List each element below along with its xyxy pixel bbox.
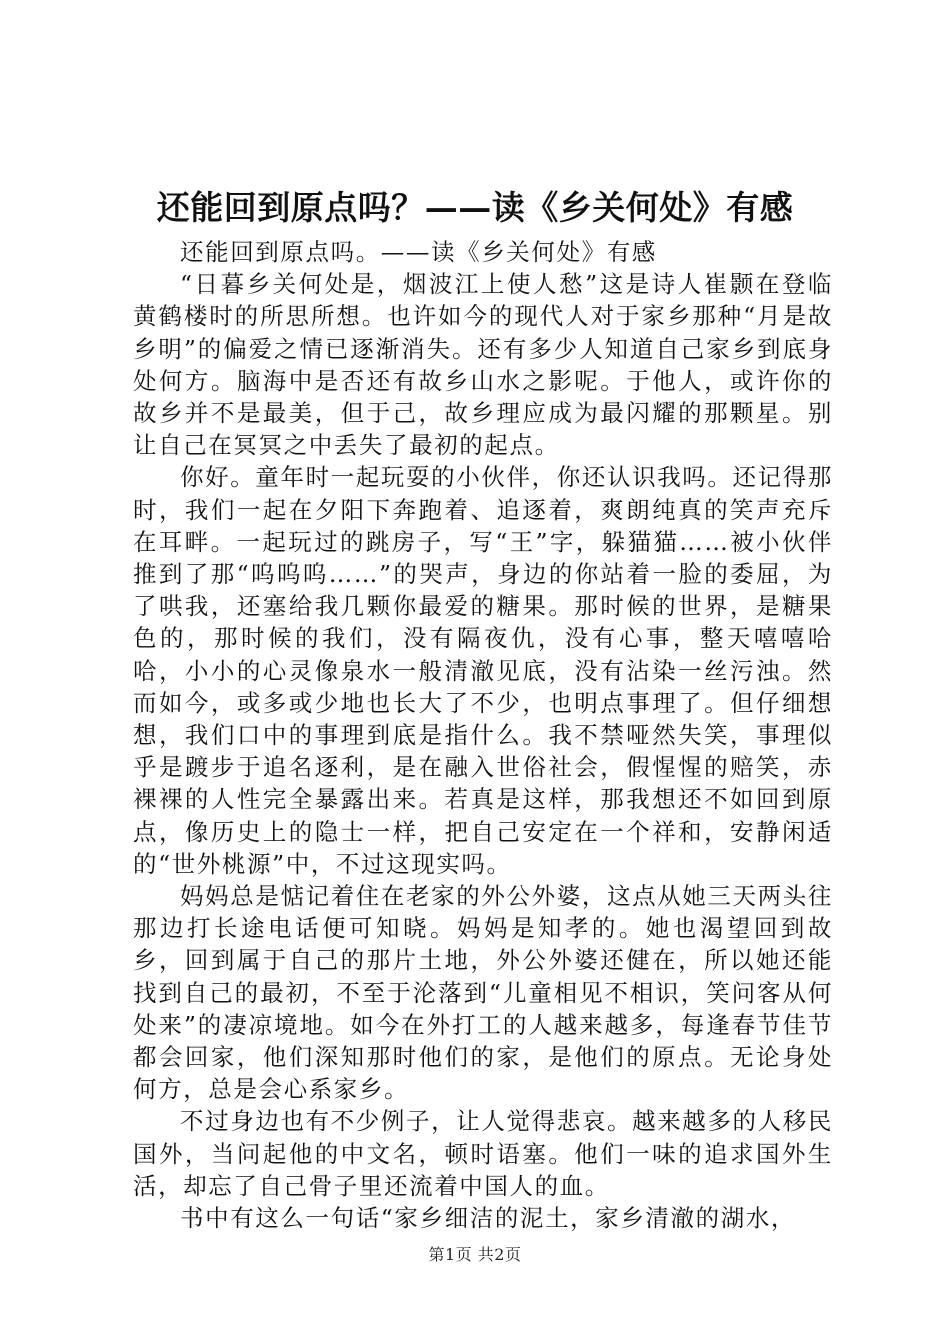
paragraph: 妈妈总是惦记着住在老家的外公外婆，这点从她三天两头往那边打长途电话便可知晓。妈妈是知孝的。她也渴望回到故乡，回到属于自己的那片土地，外公外婆还健在，所以她还能找到自己的最初，不至于沦落到“儿童相见不相识，笑问客从何处来”的凄凉境地。如今在外打工的人越来越多，每逢春节佳节都会回家，他们深知那时他们的家，是他们的原点。无论身处何方，总是会心系家乡。 bbox=[133, 882, 833, 1104]
page-number-footer: 第1页 共2页 bbox=[428, 1245, 522, 1264]
paragraph: 你好。童年时一起玩耍的小伙伴，你还认识我吗。还记得那时，我们一起在夕阳下奔跑着、追逐着，爽朗纯真的笑声充斥在耳畔。一起玩过的跳房子，写“王”字，躲猫猫……被小伙伴推到了那“呜呜呜……”的哭声，身边的你站着一脸的委屈，为了哄我，还塞给我几颗你最爱的糖果。那时候的世界，是糖果色的，那时候的我们，没有隔夜仇，没有心事，整天嘻嘻哈哈，小小的心灵像泉水一般清澈见底，没有沾染一丝污浊。然而如今，或多或少地也长大了不少，也明点事理了。但仔细想想，我们口中的事理到底是指什么。我不禁哑然失笑，事理似乎是踱步于追名逐利，是在融入世俗社会，假惺惺的赔笑，赤裸裸的人性完全暴露出来。若真是这样，那我想还不如回到原点，像历史上的隐士一样，把自己安定在一个祥和，安静闲适的“世外桃源”中，不过这现实吗。 bbox=[133, 463, 833, 878]
paragraph: 不过身边也有不少例子，让人觉得悲哀。越来越多的人移民国外，当问起他的中文名，顿时语塞。他们一味的追求国外生活，却忘了自己骨子里还流着中国人的血。 bbox=[133, 1107, 833, 1200]
paragraph: “日暮乡关何处是，烟波江上使人愁”这是诗人崔颢在登临黄鹤楼时的所思所想。也许如今的现代人对于家乡那种“月是故乡明”的偏爱之情已逐渐消失。还有多少人知道自己家乡到底身处何方。脑海中是否还有故乡山水之影呢。于他人，或许你的故乡并不是最美，但于己，故乡理应成为最闪耀的那颗星。别让自己在冥冥之中丢失了最初的起点。 bbox=[133, 270, 833, 460]
paragraph-subtitle: 还能回到原点吗。——读《乡关何处》有感 bbox=[180, 238, 657, 266]
paragraph: 书中有这么一句话“家乡细洁的泥土，家乡清澈的湖水， bbox=[180, 1204, 797, 1233]
document-title: 还能回到原点吗？——读《乡关何处》有感 bbox=[156, 188, 794, 227]
document-body bbox=[133, 236, 833, 1234]
